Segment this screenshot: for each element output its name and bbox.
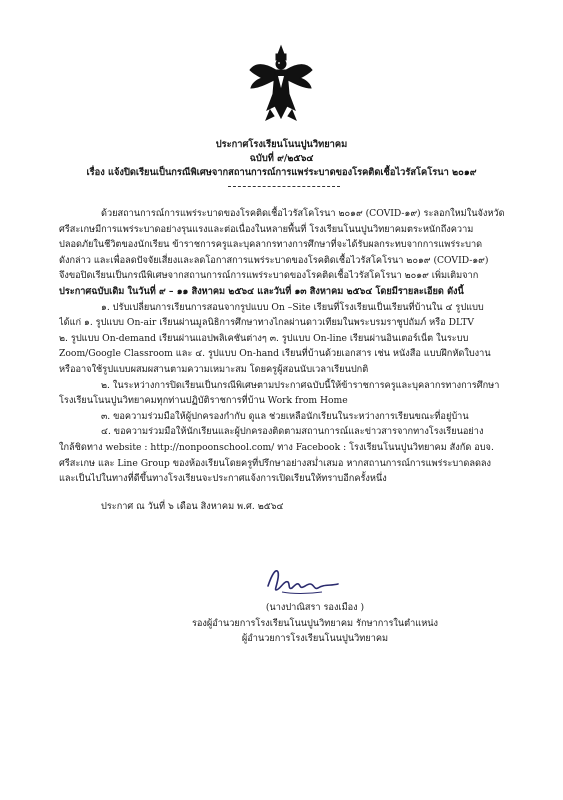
item-line: ใกล้ชิดทาง website : http://nonpoonschool.com/ ทาง Facebook : โรงเรียนโนนปูนวิทยาคม สังกัด อบจ. bbox=[59, 441, 494, 453]
garuda-emblem-icon bbox=[248, 44, 314, 124]
item-line: ๔. ขอความร่วมมือให้นักเรียนและผู้ปกครองติดตามสถานการณ์และข่าวสารจากทางโรงเรียนอย่าง bbox=[101, 426, 484, 438]
paragraph-line: ประกาศฉบับเดิม ในวันที่ ๙ – ๑๑ สิงหาคม ๒๕๖๔ และวันที่ ๑๓ สิงหาคม ๒๕๖๔ โดยมีรายละเอียด ดังนี้ bbox=[59, 285, 464, 297]
announcement-body bbox=[59, 206, 519, 514]
item-line: ๒. ในระหว่างการปิดเรียนเป็นกรณีพิเศษตามประกาศฉบับนี้ให้ข้าราชการครูและบุคลากรทางการศึกษา bbox=[101, 379, 500, 391]
item-line: ศรีสะเกษ และ Line Group ของห้องเรียนโดยครูที่ปรึกษาอย่างสม่ำเสมอ หากสถานการณ์การแพร่ระบาดลดลง bbox=[59, 457, 492, 469]
item-line: ๑. ปรับเปลี่ยนการเรียนการสอนจากรูปแบบ On –Site เรียนที่โรงเรียนเป็นเรียนที่บ้านใน ๔ รูปแบบ bbox=[101, 301, 484, 313]
item-line: โรงเรียนโนนปูนวิทยาคมทุกท่านปฏิบัติราชการที่บ้าน Work from Home bbox=[59, 395, 348, 407]
handwritten-signature-icon bbox=[262, 560, 342, 600]
paragraph-line: ปลอดภัยในชีวิตของนักเรียน ข้าราชการครูและบุคลากรทางการศึกษาที่จะได้รับผลกระทบจากการแพร่ระบาด bbox=[59, 239, 483, 251]
announcement-title: ประกาศโรงเรียนโนนปูนวิทยาคม bbox=[215, 139, 348, 150]
signature-block bbox=[150, 600, 480, 647]
item-line: ๓. ขอความร่วมมือให้ผู้ปกครองกำกับ ดูแล ช่วยเหลือนักเรียนในระหว่างการเรียนขณะที่อยู่บ้าน bbox=[101, 410, 469, 422]
signer-position: ผู้อำนวยการโรงเรียนโนนปูนวิทยาคม bbox=[241, 633, 389, 645]
paragraph-line: จึงขอปิดเรียนเป็นกรณีพิเศษจากสถานการณ์การแพร่ระบาดของโรคติดเชื้อไวรัสโคโรนา ๒๐๑๙ เพิ่มเติมจาก bbox=[59, 270, 479, 282]
paragraph-line: ดังกล่าว และเพื่อลดปัจจัยเสี่ยงและลดโอกาสการแพร่ระบาดของโรคติดเชื้อไวรัสโคโรนา ๒๐๑๙ (COVID-๑๙) bbox=[59, 254, 489, 266]
paragraph-line: ศรีสะเกษมีการแพร่ระบาดอย่างรุนแรงและต่อเนื่องในหลายพื้นที่ โรงเรียนโนนปูนวิทยาคมตระหนักถึงความ bbox=[59, 223, 474, 235]
heading-divider bbox=[228, 186, 340, 187]
signer-name: (นางปาณิสรา รองเมือง ) bbox=[265, 602, 365, 613]
item-line: และเป็นไปในทางที่ดีขึ้นทางโรงเรียนจะประกาศแจ้งการเปิดเรียนให้ทราบอีกครั้งหนึ่ง bbox=[59, 473, 387, 485]
item-line: Zoom/Google Classroom และ ๔. รูปแบบ On-hand เรียนที่บ้านด้วยเอกสาร เช่น หนังสือ แบบฝึกหัดใบงาน bbox=[59, 348, 491, 360]
signer-position: รองผู้อำนวยการโรงเรียนโนนปูนวิทยาคม รักษาการในตำแหน่ง bbox=[191, 617, 439, 629]
announced-date: ประกาศ ณ วันที่ ๖ เดือน สิงหาคม พ.ศ. ๒๕๖๔ bbox=[101, 500, 284, 512]
announcement-subject: เรื่อง แจ้งปิดเรียนเป็นกรณีพิเศษจากสถานการณ์การแพร่ระบาดของโรคติดเชื้อไวรัสโคโรนา ๒๐๑๙ bbox=[86, 167, 477, 178]
announcement-number: ฉบับที่ ๙/๒๕๖๔ bbox=[249, 153, 314, 164]
document-heading bbox=[40, 138, 523, 180]
item-line: ๒. รูปแบบ On-demand เรียนผ่านแอปพลิเคชันต่างๆ ๓. รูปแบบ On-line เรียนผ่านอินเตอร์เน็ต ในระบบ bbox=[59, 332, 469, 344]
item-line: หรืออาจใช้รูปแบบผสมผสานตามความเหมาะสม โดยครูผู้สอนนับเวลาเรียนปกติ bbox=[59, 363, 369, 375]
item-line: ได้แก่ ๑. รูปแบบ On-air เรียนผ่านมูลนิธิการศึกษาทางไกลผ่านดาวเทียมในพระบรมราชูปถัมภ์ หรือ DLTV bbox=[59, 317, 475, 329]
paragraph-line: ด้วยสถานการณ์การแพร่ระบาดของโรคติดเชื้อไวรัสโคโรนา ๒๐๑๙ (COVID-๑๙) ระลอกใหม่ในจังหวัด bbox=[101, 208, 505, 219]
